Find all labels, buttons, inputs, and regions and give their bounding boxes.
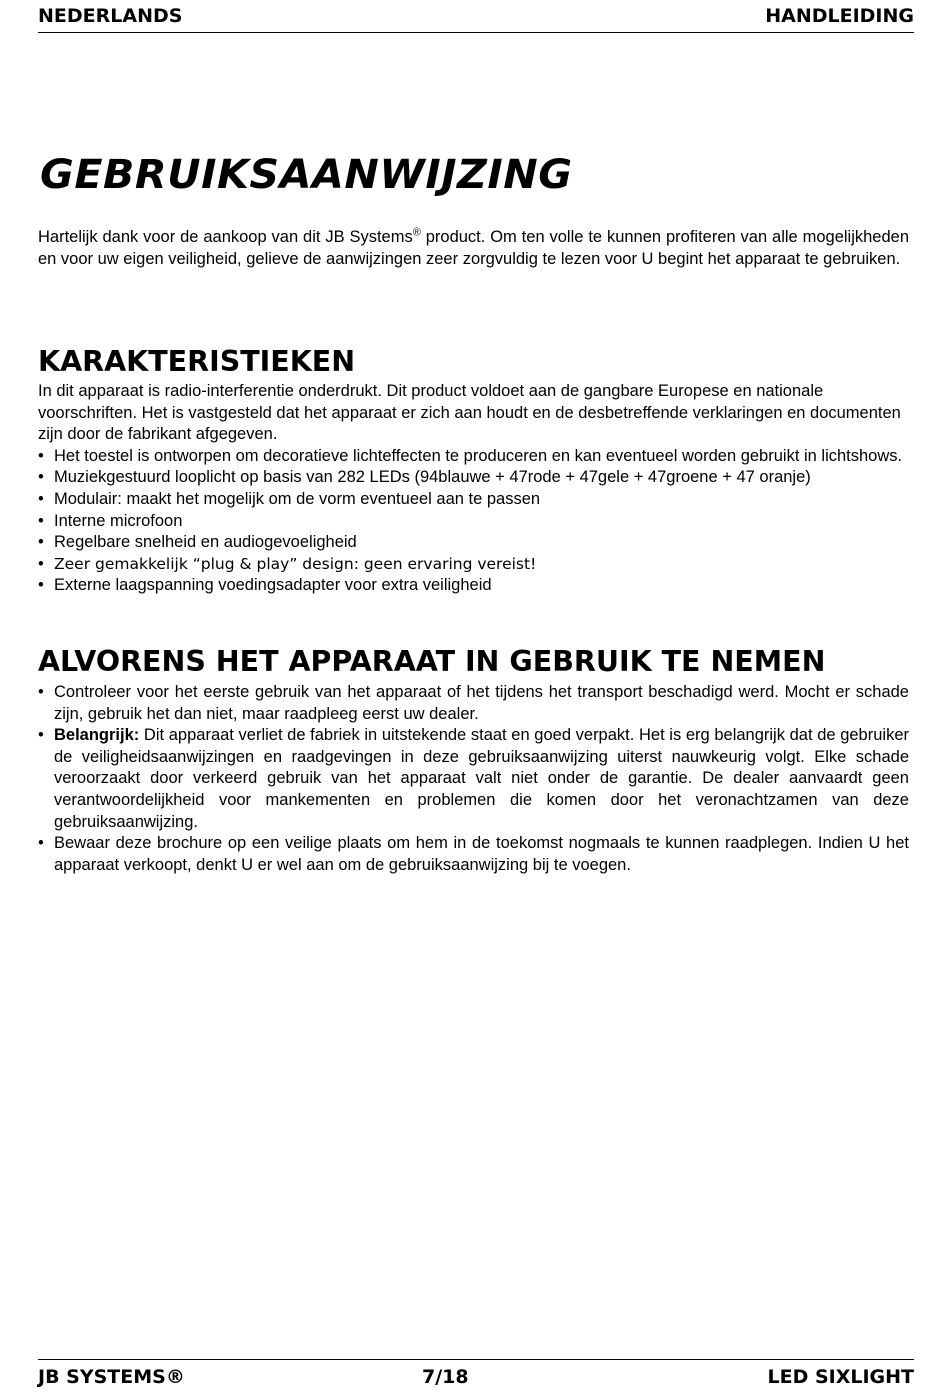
list-item: • Externe laagspanning voedingsadapter voor extra veiligheid <box>38 575 909 597</box>
bullet-icon: • <box>38 468 44 487</box>
page-title: GEBRUIKSAANWIJZING <box>40 152 573 198</box>
intro-text-after: product. Om ten volle te kunnen profiteren van alle mogelijkheden en voor uw eigen veiligheid, gelieve de aanwijzingen zeer zorgvuldig te lezen voor U begint het apparaat te gebruiken. <box>38 228 910 268</box>
page-number: 7/18 <box>422 1366 469 1388</box>
bullet-icon: • <box>38 576 44 595</box>
header-language: NEDERLANDS <box>38 5 183 27</box>
alvorens-section <box>38 682 909 876</box>
intro-text-before: Hartelijk dank voor de aankoop van dit JB Systems <box>38 228 413 246</box>
list-item: • Het toestel is ontworpen om decoratieve lichteffecten te produceren en kan eventueel worden gebruikt in lichtshows. <box>38 446 909 468</box>
section-heading-karakteristieken: KARAKTERISTIEKEN <box>38 345 356 378</box>
page-header <box>38 4 914 33</box>
list-item: • Belangrijk: Dit apparaat verliet de fabriek in uitstekende staat en goed verpakt. Het is erg belangrijk dat de gebruiker de veiligheidsaanwijzingen en raadgevingen in deze gebruiksaanwijzing uiterst nauwkeurig volgt. Elke schade veroorzaakt door verkeerd gebruik van het apparaat valt niet onder de garantie. De dealer aanvaardt geen verantwoordelijkheid voor mankementen en problemen die komen door het veronachtzamen van deze gebruiksaanwijzing. <box>38 726 909 831</box>
list-item: • Muziekgestuurd looplicht op basis van 282 LEDs (94blauwe + 47rode + 47gele + 47groene + 47 oranje) <box>38 467 909 489</box>
bullet-icon: • <box>38 683 44 701</box>
feature-list <box>38 446 909 597</box>
karakteristieken-section <box>38 381 909 597</box>
bullet-icon: • <box>38 726 44 745</box>
header-doc-type: HANDLEIDING <box>765 5 914 27</box>
footer-product: LED SIXLIGHT <box>767 1366 914 1388</box>
instruction-list <box>38 682 909 876</box>
bullet-icon: • <box>38 533 44 552</box>
intro-paragraph <box>38 227 909 270</box>
bullet-icon: • <box>38 834 44 853</box>
bullet-icon: • <box>38 511 44 530</box>
karakteristieken-paragraph: In dit apparaat is radio-interferentie onderdrukt. Dit product voldoet aan de gangbare Europese en nationale voorschriften. Het is vastgesteld dat het apparaat er zich aan houdt en de desbetreffende verklaringen en documenten zijn door de fabrikant afgegeven. <box>38 382 901 444</box>
bullet-icon: • <box>38 554 44 573</box>
section-heading-alvorens: ALVORENS HET APPARAAT IN GEBRUIK TE NEMEN <box>38 645 826 678</box>
important-label: Belangrijk: <box>54 726 140 745</box>
list-item: • Zeer gemakkelijk “plug & play” design: geen ervaring vereist! <box>38 554 909 576</box>
bullet-icon: • <box>38 489 44 508</box>
list-item: • Bewaar deze brochure op een veilige plaats om hem in de toekomst nogmaals te kunnen raadplegen. Indien U het apparaat verkoopt, denkt U er wel aan om de gebruiksaanwijzing bij te voegen. <box>38 834 909 874</box>
list-item: • Modulair: maakt het mogelijk om de vorm eventueel aan te passen <box>38 489 909 511</box>
list-item: • Controleer voor het eerste gebruik van het apparaat of het tijdens het transport beschadigd werd. Mocht er schade zijn, gebruik het dan niet, maar raadpleeg eerst uw dealer. <box>38 683 909 723</box>
list-item: • Interne microfoon <box>38 511 909 533</box>
bullet-icon: • <box>38 446 44 465</box>
footer-brand: JB SYSTEMS® <box>38 1366 185 1388</box>
registered-mark: ® <box>412 226 421 239</box>
list-item: • Regelbare snelheid en audiogevoeligheid <box>38 532 909 554</box>
page-footer <box>38 1359 914 1390</box>
